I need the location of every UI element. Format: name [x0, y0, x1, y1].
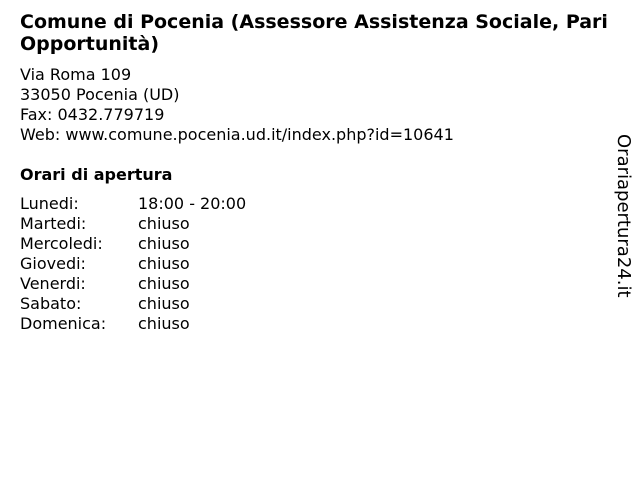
day-label: Lunedi:: [20, 194, 79, 213]
day-label: Martedi:: [20, 214, 87, 233]
day-hours: chiuso: [138, 294, 190, 313]
opening-hours-table: [20, 194, 246, 334]
day-hours: chiuso: [138, 314, 190, 333]
day-label: Venerdi:: [20, 274, 86, 293]
address-street: Via Roma 109: [20, 65, 132, 84]
day-label: Giovedi:: [20, 254, 86, 273]
hours-row-wednesday: [20, 234, 246, 254]
hours-row-friday: [20, 274, 246, 294]
day-label: Domenica:: [20, 314, 107, 333]
day-hours: 18:00 - 20:00: [138, 194, 247, 213]
hours-row-sunday: [20, 314, 246, 334]
day-hours: chiuso: [138, 234, 190, 253]
site-watermark: Orariapertura24.it: [613, 134, 634, 298]
hours-row-saturday: [20, 294, 246, 314]
website-link[interactable]: Web: www.comune.pocenia.ud.it/index.php?id=10641: [20, 125, 454, 144]
day-label: Mercoledi:: [20, 234, 103, 253]
page-title: Comune di Pocenia (Assessore Assistenza Sociale, Pari Opportunità): [20, 11, 608, 55]
day-label: Sabato:: [20, 294, 82, 313]
opening-hours-heading: Orari di apertura: [20, 165, 173, 184]
hours-row-monday: [20, 194, 246, 214]
day-hours: chiuso: [138, 274, 190, 293]
day-hours: chiuso: [138, 214, 190, 233]
fax-number: Fax: 0432.779719: [20, 105, 165, 124]
office-info-card: [20, 11, 616, 334]
address-city: 33050 Pocenia (UD): [20, 85, 180, 104]
day-hours: chiuso: [138, 254, 190, 273]
address-block: [20, 65, 616, 145]
hours-row-tuesday: [20, 214, 246, 234]
hours-row-thursday: [20, 254, 246, 274]
